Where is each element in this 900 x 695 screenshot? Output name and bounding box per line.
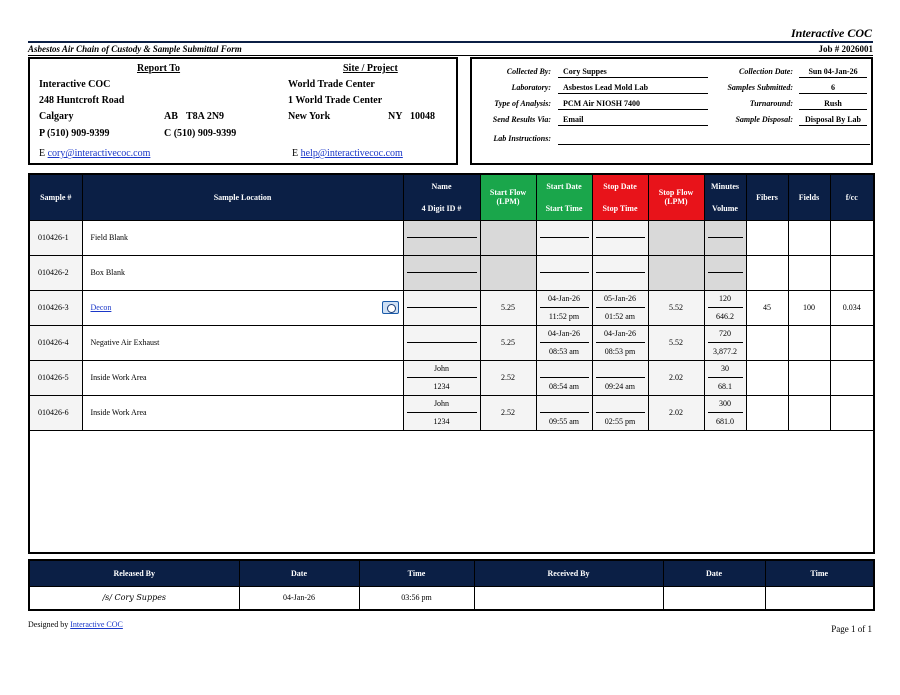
col-name-id — [403, 174, 480, 220]
start-date-time-cell[interactable] — [536, 325, 592, 360]
stop-flow-cell[interactable]: 2.02 — [648, 395, 704, 430]
name-id-cell-top — [407, 256, 477, 274]
sample-row — [29, 360, 874, 395]
release-date-cell[interactable]: 04-Jan-26 — [239, 586, 359, 610]
release-time-cell[interactable]: 03:56 pm — [359, 586, 474, 610]
sample-id-cell: 010426-4 — [29, 325, 82, 360]
start-flow-cell[interactable] — [480, 220, 536, 255]
minutes-volume-cell-top: 30 — [708, 361, 743, 379]
sample-location-link[interactable]: Decon — [90, 303, 112, 312]
site-city: New York — [288, 111, 331, 122]
minutes-volume-cell-top: 720 — [708, 326, 743, 344]
report-region: AB — [164, 111, 178, 122]
stop-flow-cell[interactable]: 5.52 — [648, 325, 704, 360]
sample-id-cell: 010426-2 — [29, 255, 82, 290]
report-phone: P (510) 909-9399 — [39, 128, 110, 139]
sample-row — [29, 255, 874, 290]
col-stop-flow: Stop Flow (LPM) — [648, 174, 704, 220]
job-number: Job # 2026001 — [818, 44, 873, 54]
report-city: Calgary — [39, 111, 74, 122]
col-fields: Fields — [788, 174, 830, 220]
name-id-cell-top: John — [407, 361, 477, 379]
samples-body — [29, 220, 874, 553]
report-email-prefix: E — [39, 148, 46, 159]
start-date-time-cell-bottom: 11:52 pm — [548, 311, 580, 321]
col-location: Sample Location — [82, 174, 403, 220]
minutes-volume-cell-bottom: 68.1 — [718, 381, 732, 391]
stop-date-time-cell[interactable] — [592, 395, 648, 430]
col-digit-id: 4 Digit ID # — [421, 203, 462, 213]
minutes-volume-cell-top — [708, 221, 743, 239]
sample-row — [29, 290, 874, 325]
samples-submitted-field[interactable]: 6 — [799, 83, 867, 94]
stop-date-time-cell-top: 05-Jan-26 — [596, 291, 645, 309]
col-fibers: Fibers — [746, 174, 788, 220]
send-results-field[interactable]: Email — [558, 115, 708, 126]
fcc-cell[interactable] — [830, 255, 874, 290]
stop-date-time-cell-top — [596, 361, 645, 379]
stop-date-time-cell[interactable] — [592, 290, 648, 325]
sample-row — [29, 395, 874, 430]
report-cell: C (510) 909-9399 — [164, 128, 237, 139]
stop-date-time-cell-top — [596, 221, 645, 239]
start-date-time-cell-top: 04-Jan-26 — [540, 291, 589, 309]
stop-date-time-cell-bottom — [593, 238, 648, 255]
minutes-volume-cell[interactable] — [704, 325, 746, 360]
brand-title: Interactive COC — [791, 26, 872, 40]
name-id-cell-bottom — [404, 343, 480, 360]
stop-date-time-cell-top — [596, 256, 645, 274]
designed-by-text: Designed by — [28, 620, 69, 629]
name-id-cell[interactable] — [403, 325, 480, 360]
minutes-volume-cell-top: 300 — [708, 396, 743, 414]
minutes-volume-cell-bottom — [705, 238, 746, 255]
released-by-signature[interactable]: /s/ Cory Suppes — [29, 586, 239, 610]
name-id-cell[interactable] — [403, 220, 480, 255]
minutes-volume-cell[interactable] — [704, 220, 746, 255]
stop-date-time-cell-top: 04-Jan-26 — [596, 326, 645, 344]
col-sample: Sample # — [29, 174, 82, 220]
fibers-cell[interactable] — [746, 220, 788, 255]
collection-info-box — [470, 57, 873, 165]
analysis-label: Type of Analysis: — [494, 99, 551, 108]
name-id-cell-top — [407, 326, 477, 344]
start-date-time-cell-top — [540, 361, 589, 379]
turnaround-label: Turnaround: — [749, 99, 793, 108]
stop-flow-cell[interactable] — [648, 255, 704, 290]
fibers-cell[interactable] — [746, 395, 788, 430]
sample-row — [29, 325, 874, 360]
col-fcc: f/cc — [830, 174, 874, 220]
release-header-row — [29, 560, 874, 586]
stop-date-time-cell[interactable] — [592, 255, 648, 290]
col-received-date: Date — [663, 560, 765, 586]
fields-cell[interactable] — [788, 360, 830, 395]
start-date-time-cell[interactable] — [536, 360, 592, 395]
fcc-cell[interactable] — [830, 325, 874, 360]
name-id-cell-top — [407, 221, 477, 239]
send-results-label: Send Results Via: — [492, 115, 551, 124]
col-stop-date-time — [592, 174, 648, 220]
sample-id-cell: 010426-5 — [29, 360, 82, 395]
col-minutes: Minutes — [711, 181, 739, 191]
fibers-cell[interactable] — [746, 360, 788, 395]
minutes-volume-cell-bottom: 3,877.2 — [713, 346, 737, 356]
start-flow-cell[interactable]: 2.52 — [480, 395, 536, 430]
minutes-volume-cell[interactable] — [704, 395, 746, 430]
start-date-time-cell[interactable] — [536, 290, 592, 325]
col-start-flow: Start Flow (LPM) — [480, 174, 536, 220]
minutes-volume-cell[interactable] — [704, 255, 746, 290]
start-date-time-cell-bottom: 09:55 am — [549, 416, 579, 426]
start-flow-cell[interactable]: 5.25 — [480, 290, 536, 325]
camera-icon[interactable] — [382, 301, 399, 314]
minutes-volume-cell[interactable] — [704, 290, 746, 325]
fields-cell[interactable]: 100 — [788, 290, 830, 325]
fcc-cell[interactable] — [830, 395, 874, 430]
stop-flow-cell[interactable] — [648, 220, 704, 255]
sample-disposal-label: Sample Disposal: — [735, 115, 793, 124]
received-by-cell[interactable] — [474, 586, 663, 610]
start-date-time-cell[interactable] — [536, 255, 592, 290]
start-flow-cell[interactable]: 5.25 — [480, 325, 536, 360]
stop-date-time-cell-top — [596, 396, 645, 414]
samples-submitted-label: Samples Submitted: — [727, 83, 793, 92]
stop-flow-cell[interactable]: 2.02 — [648, 360, 704, 395]
samples-empty-space — [29, 430, 874, 553]
fields-cell[interactable] — [788, 325, 830, 360]
stop-flow-cell[interactable]: 5.52 — [648, 290, 704, 325]
minutes-volume-cell-top — [708, 256, 743, 274]
fcc-cell[interactable] — [830, 220, 874, 255]
sample-id-cell: 010426-6 — [29, 395, 82, 430]
sample-row — [29, 220, 874, 255]
form-header-bar — [28, 41, 873, 56]
report-to-box — [28, 57, 458, 165]
start-date-time-cell[interactable] — [536, 395, 592, 430]
sample-location-cell[interactable] — [82, 290, 403, 325]
sample-location-cell[interactable]: Box Blank — [82, 255, 403, 290]
minutes-volume-cell-bottom: 646.2 — [716, 311, 734, 321]
name-id-cell-bottom — [404, 308, 480, 325]
site-address: 1 World Trade Center — [288, 95, 383, 106]
footer-credit — [28, 620, 123, 629]
sample-location-cell[interactable]: Inside Work Area — [82, 395, 403, 430]
lab-instructions-field[interactable] — [558, 134, 870, 145]
col-volume: Volume — [712, 203, 738, 213]
stop-date-time-cell-bottom: 01:52 am — [605, 311, 635, 321]
laboratory-field[interactable]: Asbestos Lead Mold Lab — [558, 83, 708, 94]
name-id-cell[interactable] — [403, 360, 480, 395]
minutes-volume-cell-bottom: 681.0 — [716, 416, 734, 426]
collected-by-field[interactable]: Cory Suppes — [558, 67, 708, 78]
name-id-cell[interactable] — [403, 395, 480, 430]
col-release-date: Date — [239, 560, 359, 586]
empty-cell — [29, 430, 874, 553]
stop-date-time-cell[interactable] — [592, 220, 648, 255]
name-id-cell-top — [407, 291, 477, 309]
fibers-cell[interactable] — [746, 325, 788, 360]
designer-link[interactable]: Interactive COC — [70, 620, 123, 629]
fcc-cell[interactable]: 0.034 — [830, 290, 874, 325]
start-flow-cell[interactable]: 2.52 — [480, 360, 536, 395]
start-date-time-cell-bottom: 08:53 am — [549, 346, 579, 356]
custody-release-table — [28, 559, 875, 611]
start-date-time-cell-top — [540, 221, 589, 239]
lab-instructions-label: Lab Instructions: — [493, 134, 551, 143]
report-company: Interactive COC — [39, 79, 111, 90]
stop-date-time-cell-bottom — [593, 273, 648, 290]
start-date-time-cell-bottom — [537, 273, 592, 290]
collected-by-label: Collected By: — [506, 67, 551, 76]
minutes-volume-cell-top: 120 — [708, 291, 743, 309]
received-date-cell[interactable] — [663, 586, 765, 610]
start-date-time-cell-top: 04-Jan-26 — [540, 326, 589, 344]
name-id-cell-top: John — [407, 396, 477, 414]
form-title: Asbestos Air Chain of Custody & Sample Submittal Form — [28, 44, 242, 54]
start-date-time-cell-bottom — [537, 238, 592, 255]
col-received-time: Time — [765, 560, 874, 586]
stop-date-time-cell-bottom: 09:24 am — [605, 381, 635, 391]
col-start-time: Start Time — [545, 203, 583, 213]
report-address: 248 Huntcroft Road — [39, 95, 125, 106]
report-to-heading: Report To — [137, 63, 181, 74]
site-zip: 10048 — [410, 111, 435, 122]
name-id-cell[interactable] — [403, 255, 480, 290]
sample-id-cell: 010426-1 — [29, 220, 82, 255]
received-time-cell[interactable] — [765, 586, 874, 610]
col-start-date-time — [536, 174, 592, 220]
samples-table — [28, 173, 875, 554]
sample-location-cell[interactable]: Negative Air Exhaust — [82, 325, 403, 360]
start-date-time-cell-bottom: 08:54 am — [549, 381, 579, 391]
analysis-field[interactable]: PCM Air NIOSH 7400 — [558, 99, 708, 110]
fields-cell[interactable] — [788, 395, 830, 430]
col-release-time: Time — [359, 560, 474, 586]
site-email-link[interactable]: help@interactivecoc.com — [300, 148, 403, 159]
stop-date-time-cell-bottom: 08:53 pm — [604, 346, 636, 356]
collection-date-label: Collection Date: — [739, 67, 793, 76]
name-id-cell[interactable] — [403, 290, 480, 325]
name-id-cell-bottom: 1234 — [433, 416, 450, 426]
stop-date-time-cell[interactable] — [592, 325, 648, 360]
site-email-prefix: E — [292, 148, 299, 159]
start-flow-cell[interactable] — [480, 255, 536, 290]
name-id-cell-bottom: 1234 — [433, 381, 450, 391]
site-state: NY — [388, 111, 403, 122]
col-received-by: Received By — [474, 560, 663, 586]
sample-id-cell: 010426-3 — [29, 290, 82, 325]
collection-date-field[interactable]: Sun 04-Jan-26 — [799, 67, 867, 78]
stop-date-time-cell[interactable] — [592, 360, 648, 395]
fibers-cell[interactable]: 45 — [746, 290, 788, 325]
report-postal: T8A 2N9 — [186, 111, 225, 122]
sample-disposal-field[interactable]: Disposal By Lab — [799, 115, 867, 126]
start-date-time-cell[interactable] — [536, 220, 592, 255]
sample-location-cell[interactable]: Field Blank — [82, 220, 403, 255]
fibers-cell[interactable] — [746, 255, 788, 290]
col-minutes-volume — [704, 174, 746, 220]
minutes-volume-cell[interactable] — [704, 360, 746, 395]
report-email-row — [39, 148, 150, 159]
samples-header-row — [29, 174, 874, 220]
name-id-cell-bottom — [404, 238, 480, 255]
col-start-date: Start Date — [546, 181, 582, 191]
fields-cell[interactable] — [788, 255, 830, 290]
site-heading: Site / Project — [343, 63, 398, 74]
col-released-by: Released By — [29, 560, 239, 586]
col-stop-time: Stop Time — [602, 203, 638, 213]
start-date-time-cell-top — [540, 256, 589, 274]
name-id-cell-bottom — [404, 273, 480, 290]
release-row — [29, 586, 874, 610]
stop-date-time-cell-bottom: 02:55 pm — [604, 416, 636, 426]
fcc-cell[interactable] — [830, 360, 874, 395]
start-date-time-cell-top — [540, 396, 589, 414]
fields-cell[interactable] — [788, 220, 830, 255]
report-email-link[interactable]: cory@interactivecoc.com — [47, 148, 151, 159]
site-name: World Trade Center — [288, 79, 375, 90]
col-stop-date: Stop Date — [603, 181, 637, 191]
sample-location-cell[interactable]: Inside Work Area — [82, 360, 403, 395]
turnaround-field[interactable]: Rush — [799, 99, 867, 110]
minutes-volume-cell-bottom — [705, 273, 746, 290]
col-name: Name — [431, 181, 452, 191]
page-number: Page 1 of 1 — [831, 624, 872, 634]
site-email-row — [292, 148, 403, 159]
laboratory-label: Laboratory: — [511, 83, 551, 92]
